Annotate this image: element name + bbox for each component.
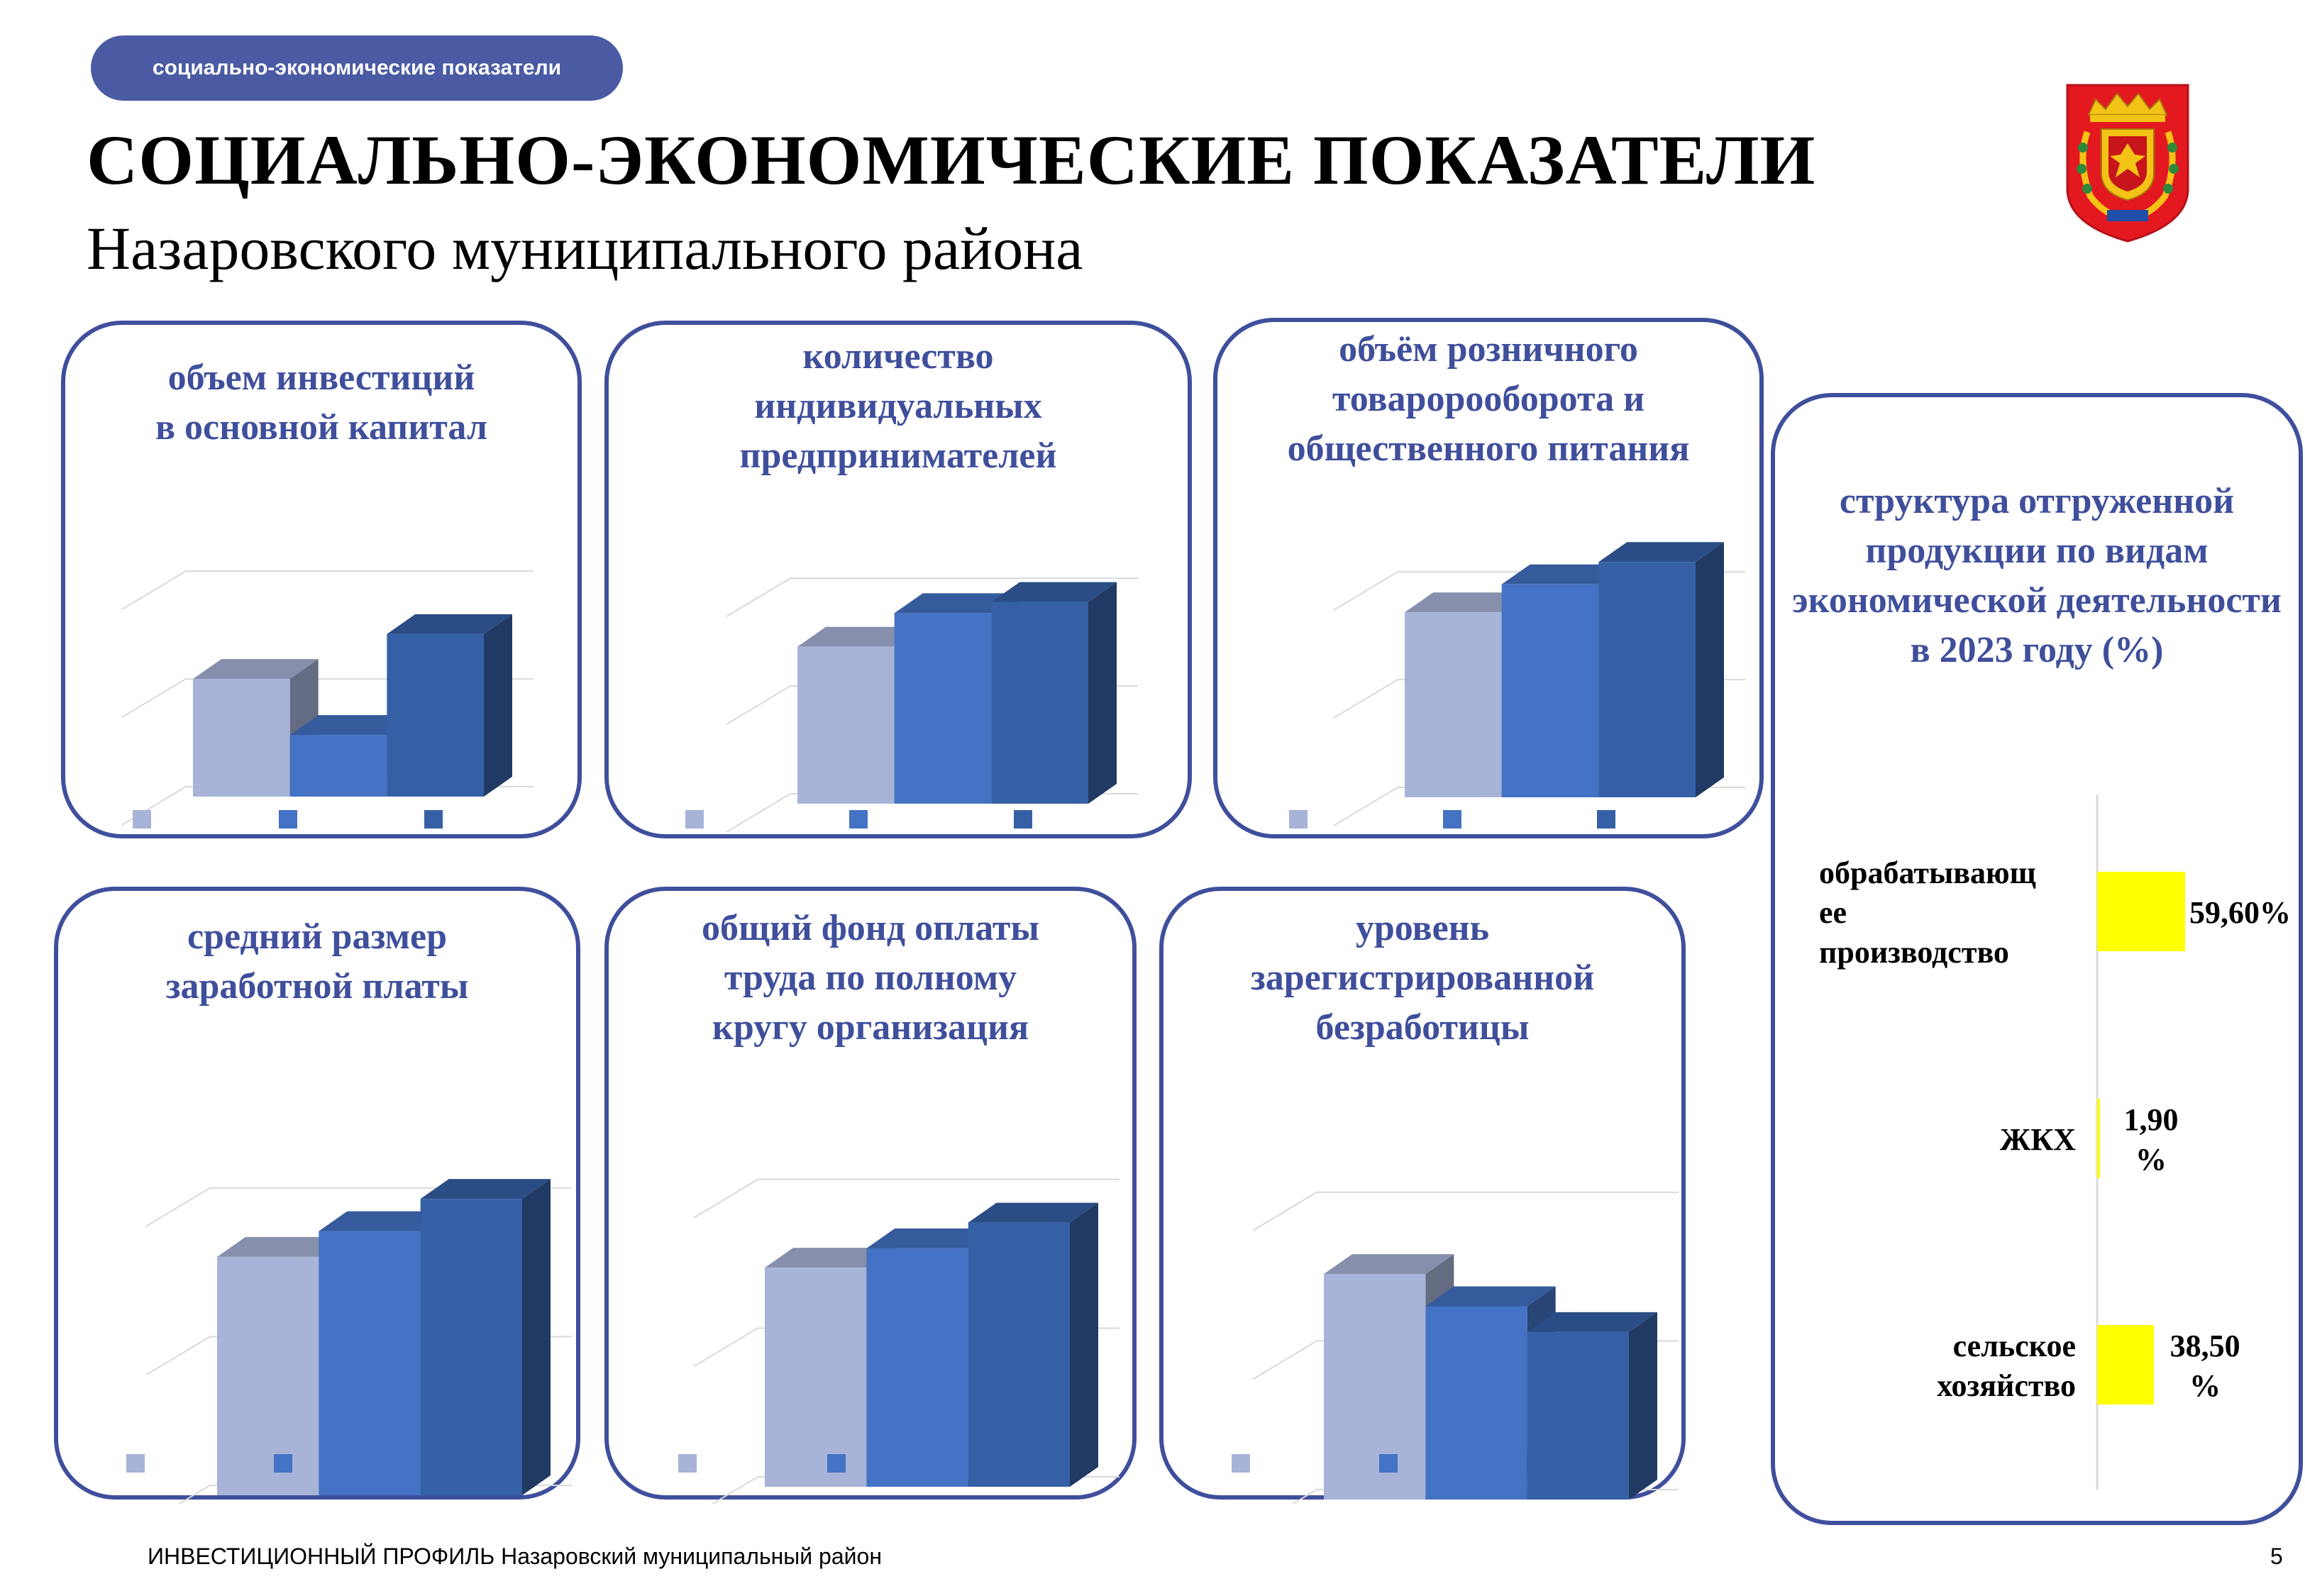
structure-card bbox=[1771, 393, 2303, 1525]
structure-chart-title: структура отгруженной продукции по видам экономической деятельности в 2023 году (%) bbox=[1792, 481, 2282, 670]
gridline-depth bbox=[694, 1477, 758, 1504]
value-label: % bbox=[2135, 1142, 2167, 1177]
category-label: сельское bbox=[1952, 1329, 2076, 1363]
legend-swatch-2 bbox=[827, 1454, 846, 1473]
footer-text: ИНВЕСТИЦИОННЫЙ ПРОФИЛЬ Назаровский муниципальный район bbox=[148, 1544, 882, 1569]
legend-swatch-3 bbox=[424, 810, 443, 829]
value-label: 59,60% bbox=[2189, 895, 2291, 930]
bar-3 bbox=[421, 1179, 551, 1495]
legend-swatch-1 bbox=[126, 1454, 145, 1473]
page-number: 5 bbox=[2270, 1544, 2283, 1569]
legend-swatch-1 bbox=[678, 1454, 697, 1473]
value-label: 1,90 bbox=[2123, 1102, 2179, 1137]
bar-chart-5 bbox=[609, 891, 1141, 1504]
legend-swatch-2 bbox=[1443, 810, 1461, 829]
gridline-depth bbox=[146, 1485, 210, 1504]
legend-swatch-2 bbox=[274, 1454, 292, 1473]
structure-bar-2 bbox=[2097, 1099, 2100, 1178]
gridline-depth bbox=[694, 1180, 758, 1218]
category-label: ее bbox=[1819, 895, 1847, 930]
legend-swatch-1 bbox=[1232, 1454, 1250, 1473]
structure-bar-3 bbox=[2097, 1325, 2154, 1404]
category-label: хозяйство bbox=[1937, 1368, 2076, 1403]
legend-swatch-2 bbox=[849, 810, 868, 829]
legend-swatch-3 bbox=[976, 1454, 995, 1473]
indicator-card-3 bbox=[1213, 318, 1764, 838]
gridline-depth bbox=[726, 686, 790, 724]
legend-swatch-1 bbox=[133, 810, 151, 829]
indicator-card-5 bbox=[604, 887, 1137, 1500]
value-label: 38,50 bbox=[2169, 1329, 2240, 1363]
bar-3 bbox=[968, 1203, 1098, 1487]
card-title: количество индивидуальных предпринимателей bbox=[739, 336, 1057, 476]
gridline-depth bbox=[1334, 680, 1398, 718]
legend-swatch-3 bbox=[1014, 810, 1032, 829]
gridline-depth bbox=[122, 787, 186, 825]
structure-bar-1 bbox=[2097, 872, 2185, 951]
section-tag: социально-экономические показатели bbox=[91, 35, 623, 101]
bar-chart-3 bbox=[1217, 322, 1768, 843]
gridline-depth bbox=[146, 1336, 210, 1375]
bar-chart-6 bbox=[1163, 891, 1690, 1504]
value-label: % bbox=[2189, 1368, 2221, 1403]
category-label: производство bbox=[1819, 935, 2009, 970]
gridline-depth bbox=[146, 1188, 210, 1226]
legend-swatch-1 bbox=[1289, 810, 1308, 829]
gridline-depth bbox=[1253, 1192, 1317, 1231]
indicator-card-1 bbox=[61, 321, 582, 838]
bar-chart-1 bbox=[65, 325, 586, 843]
indicator-card-6 bbox=[1159, 887, 1686, 1500]
bar-3 bbox=[387, 614, 512, 797]
category-label: обрабатывающ bbox=[1819, 855, 2036, 890]
legend-swatch-3 bbox=[421, 1454, 440, 1473]
card-title: объём розничного товаророоборота и общественного питания bbox=[1287, 329, 1690, 469]
category-label: ЖКХ bbox=[1999, 1122, 2076, 1157]
gridline-depth bbox=[122, 571, 186, 609]
bar-3 bbox=[991, 582, 1117, 804]
legend-swatch-1 bbox=[685, 810, 704, 829]
legend-swatch-3 bbox=[1597, 810, 1615, 829]
gridline-depth bbox=[1253, 1341, 1317, 1379]
gridline-depth bbox=[1334, 572, 1398, 610]
gridline-depth bbox=[122, 679, 186, 717]
legend-swatch-3 bbox=[1527, 1454, 1545, 1473]
card-title: объем инвестиций в основной капитал bbox=[155, 358, 488, 448]
gridline-depth bbox=[1334, 787, 1398, 826]
gridline-depth bbox=[694, 1328, 758, 1366]
card-title: общий фонд оплаты труда по полному кругу организация bbox=[702, 908, 1039, 1048]
indicator-card-2 bbox=[604, 321, 1192, 838]
gridline-depth bbox=[1253, 1490, 1317, 1504]
legend-swatch-2 bbox=[279, 810, 297, 829]
bar-3 bbox=[1598, 542, 1724, 797]
card-title: средний размер заработной платы bbox=[165, 916, 469, 1007]
bar-3 bbox=[1527, 1312, 1657, 1500]
indicator-card-4 bbox=[54, 887, 580, 1500]
bar-chart-4 bbox=[58, 891, 585, 1504]
coat-of-arms-icon bbox=[2062, 82, 2194, 244]
gridline-depth bbox=[726, 578, 790, 616]
bar-chart-2 bbox=[609, 325, 1196, 843]
card-title: уровень зарегистрированной безработицы bbox=[1250, 908, 1595, 1048]
page-title: СОЦИАЛЬНО-ЭКОНОМИЧЕСКИЕ ПОКАЗАТЕЛИ bbox=[87, 121, 1816, 199]
gridline-depth bbox=[726, 794, 790, 832]
structure-bar-chart bbox=[1775, 397, 2305, 1529]
legend-swatch-2 bbox=[1379, 1454, 1398, 1473]
page-subtitle: Назаровского муниципального района bbox=[87, 214, 1083, 282]
